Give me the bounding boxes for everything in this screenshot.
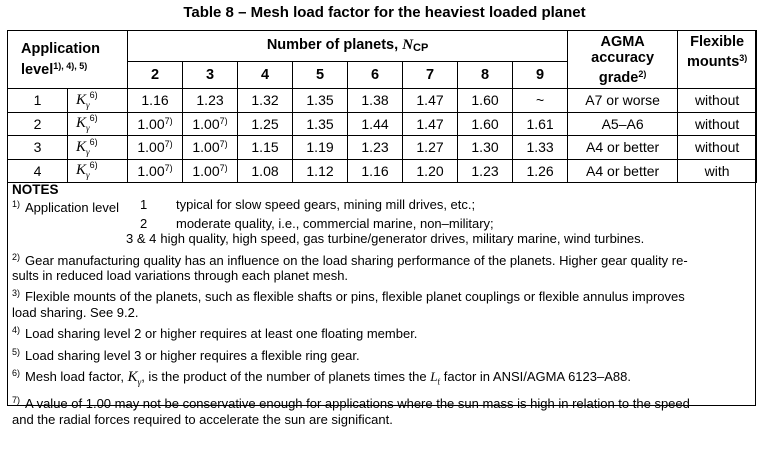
note-6-mid: , is the product of the number of planets times the <box>141 369 427 385</box>
mesh-factor-cell: 1.61 <box>513 112 568 136</box>
mesh-factor-cell: 1.20 <box>403 159 458 183</box>
planet-count-header: 6 <box>348 62 403 89</box>
note-6-symbol: $K_\gamma$ <box>127 369 142 388</box>
accuracy-grade-cell: A5–A6 <box>568 112 678 136</box>
mesh-factor-cell: 1.12 <box>293 159 348 183</box>
mesh-factor-cell: 1.23 <box>183 89 238 113</box>
accuracy-grade-cell: A4 or better <box>568 159 678 183</box>
accuracy-grade-cell: A4 or better <box>568 136 678 160</box>
header-application-sup: 1), 4), 5) <box>53 60 88 71</box>
table-row <box>8 136 757 160</box>
header-flexible-line1: Flexible <box>690 34 745 50</box>
header-agma-line1: AGMA <box>600 33 645 50</box>
planet-count-header: 9 <box>513 62 568 89</box>
mesh-load-factor-symbol: $K_\gamma^{6)}$ <box>68 112 128 136</box>
mesh-factor-cell: 1.23 <box>458 159 513 183</box>
mesh-factor-cell: 1.08 <box>238 159 293 183</box>
planet-count-header: 2 <box>128 62 183 89</box>
note-1-row-2 <box>12 216 752 231</box>
mesh-factor-cell: 1.00$^{7)}$ <box>183 136 238 160</box>
note-7-line2: and the radial forces required to accelerate the sun are significant. <box>12 411 393 427</box>
note-1-text: typical for slow speed gears, mining mill drives, etc.; <box>176 197 476 213</box>
mesh-factor-cell: 1.23 <box>348 136 403 160</box>
note-4-marker: 4) <box>12 325 21 336</box>
table-row <box>8 159 757 183</box>
mesh-factor-cell: 1.19 <box>293 136 348 160</box>
note-3-line2: load sharing. See 9.2. <box>12 304 139 320</box>
note-1-marker: 1) <box>12 199 21 210</box>
notes-heading: NOTES <box>12 182 59 197</box>
note-1-level: 1 <box>140 197 148 213</box>
note-3 <box>12 286 752 320</box>
mesh-factor-cell: 1.38 <box>348 89 403 113</box>
header-agma-grade <box>568 31 678 89</box>
header-flexible-line2: mounts <box>686 54 740 70</box>
mesh-factor-cell: ~ <box>513 89 568 113</box>
mesh-factor-cell: 1.30 <box>458 136 513 160</box>
note-6 <box>12 366 752 390</box>
mesh-factor-cell: 1.35 <box>293 89 348 113</box>
note-5-text: Load sharing level 3 or higher requires a flexible ring gear. <box>25 347 360 363</box>
mesh-load-factor-table <box>7 30 757 183</box>
row-level: 4 <box>8 159 68 183</box>
flexible-mounts-cell: without <box>678 136 757 160</box>
note-1-text: moderate quality, i.e., commercial marine, non–military; <box>176 215 494 231</box>
header-application-line1: Application <box>21 40 100 57</box>
planet-count-header: 4 <box>238 62 293 89</box>
mesh-factor-cell: 1.16 <box>348 159 403 183</box>
note-1-label: Application level <box>25 200 119 216</box>
mesh-factor-cell: 1.00$^{7)}$ <box>128 159 183 183</box>
notes-section <box>12 182 752 427</box>
note-2-marker: 2) <box>12 251 21 262</box>
header-flexible-mounts <box>678 31 757 89</box>
note-6-lf-symbol: $L_f$ <box>430 369 441 387</box>
note-1-row-3 <box>12 231 752 246</box>
header-application-line2: level <box>21 61 54 78</box>
header-application-level <box>8 31 128 89</box>
planet-count-header: 8 <box>458 62 513 89</box>
row-level: 3 <box>8 136 68 160</box>
mesh-factor-cell: 1.47 <box>403 112 458 136</box>
note-1-level: 3 & 4 <box>126 231 157 247</box>
mesh-load-factor-symbol: $K_\gamma^{6)}$ <box>68 159 128 183</box>
mesh-factor-cell: 1.35 <box>293 112 348 136</box>
mesh-factor-cell: 1.60 <box>458 89 513 113</box>
mesh-factor-cell: 1.15 <box>238 136 293 160</box>
mesh-load-factor-symbol: $K_\gamma^{6)}$ <box>68 89 128 113</box>
mesh-factor-cell: 1.47 <box>403 89 458 113</box>
note-4 <box>12 323 752 341</box>
flexible-mounts-cell: with <box>678 159 757 183</box>
note-5-marker: 5) <box>12 346 21 357</box>
flexible-mounts-cell: without <box>678 89 757 113</box>
mesh-factor-cell: 1.44 <box>348 112 403 136</box>
mesh-factor-cell: 1.00$^{7)}$ <box>128 112 183 136</box>
header-number-of-planets <box>128 31 568 62</box>
note-7-marker: 7) <box>12 395 21 406</box>
accuracy-grade-cell: A7 or worse <box>568 89 678 113</box>
note-6-pre: Mesh load factor, <box>25 369 125 385</box>
table-title: Table 8 – Mesh load factor for the heaviest loaded planet <box>183 4 586 21</box>
table-row <box>8 89 757 113</box>
mesh-load-factor-symbol: $K_\gamma^{6)}$ <box>68 136 128 160</box>
note-3-line1: Flexible mounts of the planets, such as flexible shafts or pins, flexible planet couplings or flexible annulus improves <box>25 289 685 305</box>
mesh-factor-cell: 1.26 <box>513 159 568 183</box>
mesh-factor-cell: 1.00$^{7)}$ <box>128 136 183 160</box>
row-level: 1 <box>8 89 68 113</box>
mesh-factor-cell: 1.32 <box>238 89 293 113</box>
planet-count-header: 3 <box>183 62 238 89</box>
note-1-text: high quality, high speed, gas turbine/generator drives, military marine, wind turbines. <box>160 231 645 247</box>
planet-count-header: 7 <box>403 62 458 89</box>
note-5 <box>12 345 752 363</box>
note-4-text: Load sharing level 2 or higher requires at least one floating member. <box>25 326 418 342</box>
header-agma-sup: 2) <box>638 68 647 79</box>
header-agma-line3: grade <box>598 69 639 86</box>
flexible-mounts-cell: without <box>678 112 757 136</box>
header-flexible-sup: 3) <box>739 53 748 63</box>
header-planets-label: Number of planets, <box>266 37 399 53</box>
note-6-marker: 6) <box>12 368 21 379</box>
mesh-factor-cell: 1.25 <box>238 112 293 136</box>
note-1-row-1 <box>12 197 752 215</box>
note-1-level: 2 <box>140 215 148 231</box>
planet-count-header: 5 <box>293 62 348 89</box>
header-agma-line2: accuracy <box>591 49 655 66</box>
note-2 <box>12 250 752 284</box>
row-level: 2 <box>8 112 68 136</box>
mesh-factor-cell: 1.16 <box>128 89 183 113</box>
note-6-post: factor in ANSI/AGMA 6123–A88. <box>443 369 631 385</box>
ncp-symbol: $N_{CP}$ <box>402 37 429 54</box>
note-2-line1: Gear manufacturing quality has an influence on the load sharing performance of the planets. Higher gear quality re- <box>25 252 688 268</box>
note-3-marker: 3) <box>12 288 21 299</box>
mesh-factor-cell: 1.00$^{7)}$ <box>183 159 238 183</box>
note-7-line1: A value of 1.00 may not be conservative enough for applications where the sun mass is high in relation to the speed <box>25 396 690 412</box>
mesh-factor-cell: 1.60 <box>458 112 513 136</box>
mesh-factor-cell: 1.33 <box>513 136 568 160</box>
note-2-line2: sults in reduced load variations through each planet mesh. <box>12 268 349 284</box>
mesh-factor-cell: 1.00$^{7)}$ <box>183 112 238 136</box>
note-7 <box>12 393 752 427</box>
table-body <box>8 89 757 183</box>
mesh-factor-cell: 1.27 <box>403 136 458 160</box>
table-row <box>8 112 757 136</box>
